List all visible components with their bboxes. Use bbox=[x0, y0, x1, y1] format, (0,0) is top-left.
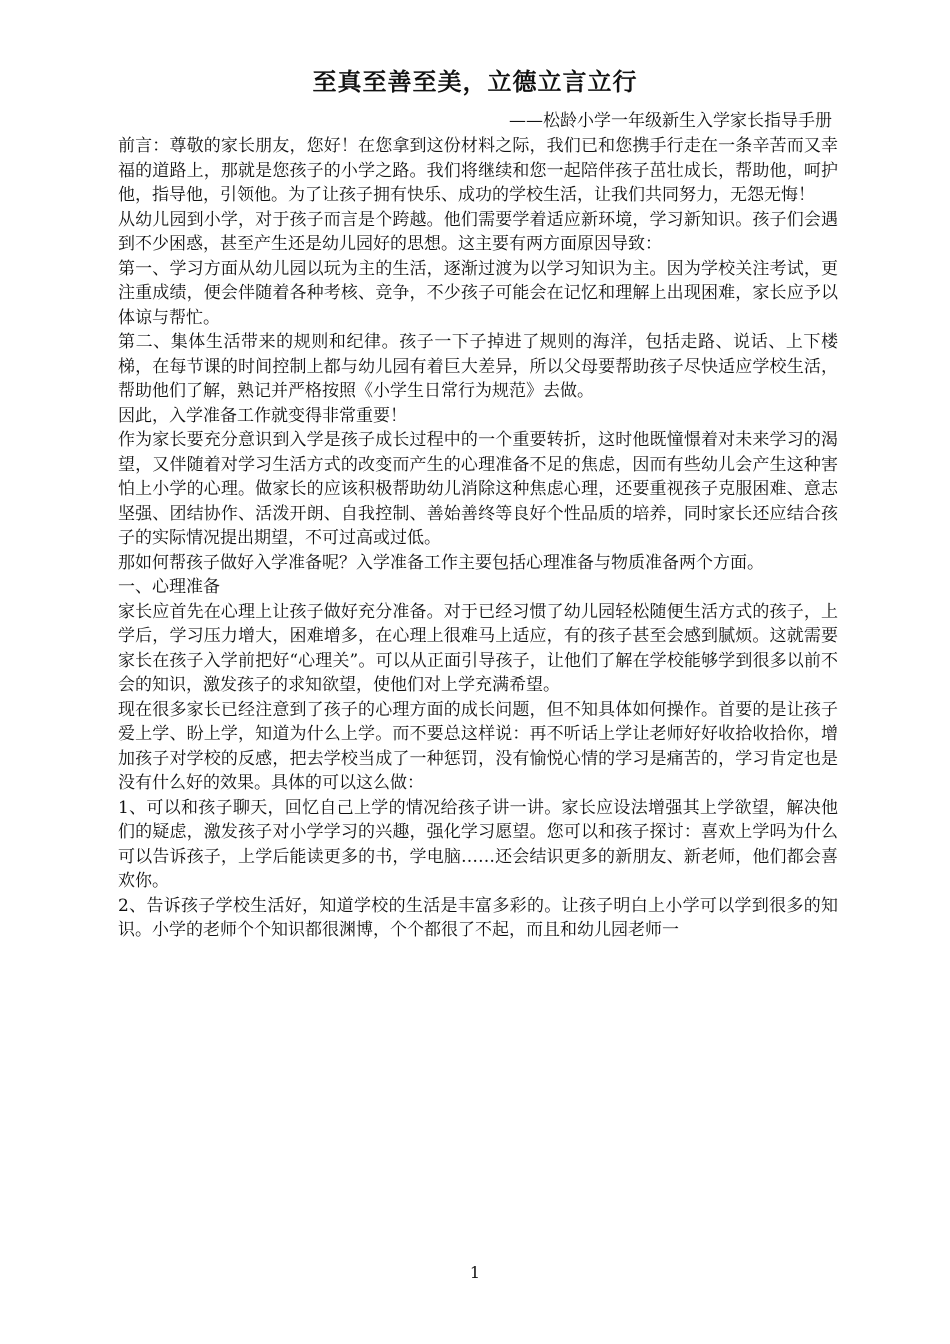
paragraph: 因此，入学准备工作就变得非常重要！ bbox=[118, 405, 407, 426]
paragraph: 现在很多家长已经注意到了孩子的心理方面的成长问题，但不知具体如何操作。首要的是让孩子爱上学、盼上学，知道为什么上学。而不要总这样说：再不听话上学让老师好好收拾收拾你，增加孩子对学校的反感，把去学校当成了一种惩罚，没有愉悦心情的学习是痛苦的，学习肯定也是没有什么好的效果。具体的可以这么做： bbox=[118, 699, 838, 793]
body-text bbox=[118, 134, 838, 943]
paragraph: 从幼儿园到小学，对于孩子而言是个跨越。他们需要学着适应新环境，学习新知识。孩子们会遇到不少困惑，甚至产生还是幼儿园好的思想。这主要有两方面原因导致： bbox=[118, 209, 838, 254]
page-number: 1 bbox=[469, 1263, 481, 1282]
section-heading: 一、心理准备 bbox=[118, 577, 220, 597]
list-item: 1、可以和孩子聊天，回忆自己上学的情况给孩子讲一讲。家长应设法增强其上学欲望，解决他们的疑虑，激发孩子对小学学习的兴趣，强化学习愿望。您可以和孩子探讨：喜欢上学吗为什么可以告诉孩子，上学后能读更多的书，学电脑……还会结识更多的新朋友、新老师，他们都会喜欢你。 bbox=[118, 797, 838, 891]
paragraph: 那如何帮孩子做好入学准备呢？入学准备工作主要包括心理准备与物质准备两个方面。 bbox=[118, 552, 764, 573]
paragraph: 第一、学习方面从幼儿园以玩为主的生活，逐渐过渡为以学习知识为主。因为学校关注考试，更注重成绩，便会伴随着各种考核、竞争，不少孩子可能会在记忆和理解上出现困难，家长应予以体谅与帮忙。 bbox=[118, 258, 838, 328]
paragraph: 作为家长要充分意识到入学是孩子成长过程中的一个重要转折，这时他既憧憬着对未来学习的渴望，又伴随着对学习生活方式的改变而产生的心理准备不足的焦虑，因而有些幼儿会产生这种害怕上小学的心理。做家长的应该积极帮助幼儿消除这种焦虑心理，还要重视孩子克服困难、意志坚强、团结协作、活泼开朗、自我控制、善始善终等良好个性品质的培养，同时家长还应结合孩子的实际情况提出期望，不可过高或过低。 bbox=[118, 430, 838, 548]
list-item: 2、告诉孩子学校生活好，知道学校的生活是丰富多彩的。让孩子明白上小学可以学到很多的知识。小学的老师个个知识都很渊博，个个都很了不起，而且和幼儿园老师一 bbox=[118, 895, 838, 940]
paragraph: 第二、集体生活带来的规则和纪律。孩子一下子掉进了规则的海洋，包括走路、说话、上下楼梯，在每节课的时间控制上都与幼儿园有着巨大差异，所以父母要帮助孩子尽快适应学校生活，帮助他们了解，熟记并严格按照《小学生日常行为规范》去做。 bbox=[118, 332, 838, 401]
page-title: 至真至善至美，立德立言立行 bbox=[312, 67, 638, 96]
paragraph-preface: 前言：尊敬的家长朋友，您好！在您拿到这份材料之际，我们已和您携手行走在一条辛苦而又幸福的道路上，那就是您孩子的小学之路。我们将继续和您一起陪伴孩子茁壮成长，帮助他，呵护他，指导他，引领他。为了让孩子拥有快乐、成功的学校生活，让我们共同努力，无怨无悔！ bbox=[118, 136, 838, 205]
page-subtitle: ——松龄小学一年级新生入学家长指导手册 bbox=[509, 111, 832, 131]
paragraph: 家长应首先在心理上让孩子做好充分准备。对于已经习惯了幼儿园轻松随便生活方式的孩子，上学后，学习压力增大，困难增多，在心理上很难马上适应，有的孩子甚至会感到腻烦。这就需要家长在孩子入学前把好“心理关”。可以从正面引导孩子，让他们了解在学校能够学到很多以前不会的知识，激发孩子的求知欲望，使他们对上学充满希望。 bbox=[118, 601, 838, 695]
